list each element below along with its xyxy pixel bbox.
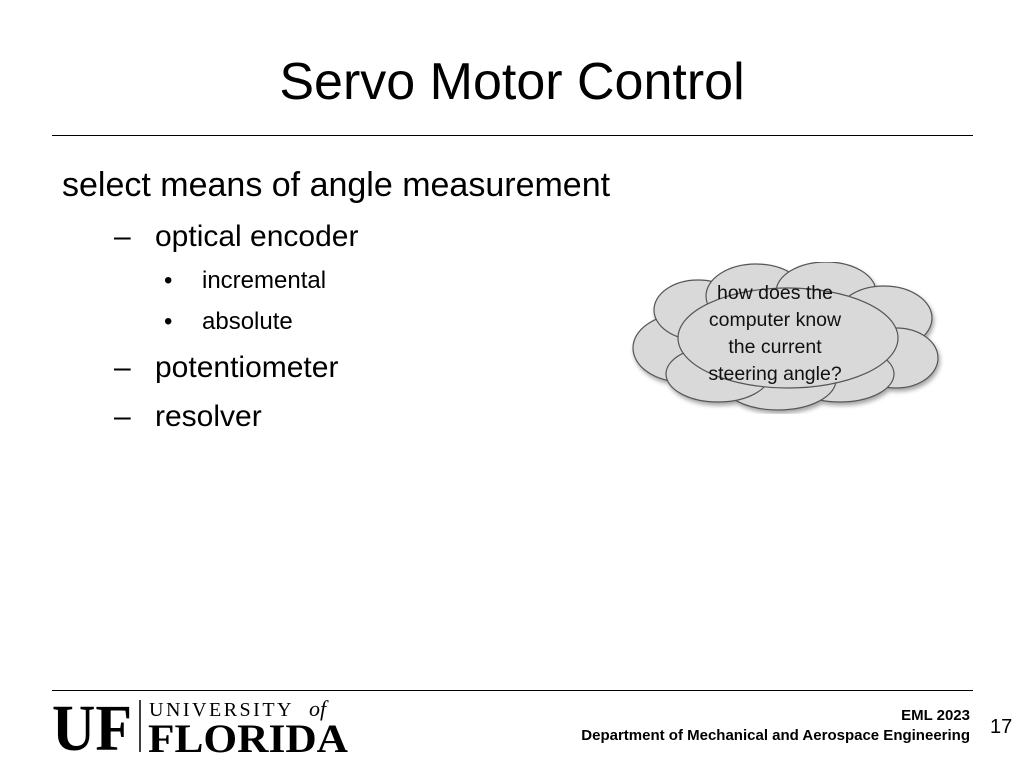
- dot-marker-1: •: [164, 267, 173, 294]
- sub-bullet-potentiometer: potentiometer: [155, 351, 339, 384]
- logo-of: of: [309, 696, 327, 721]
- title-divider: [52, 135, 973, 136]
- callout-line: computer know: [708, 309, 842, 331]
- sub-bullet-resolver: resolver: [155, 400, 262, 433]
- callout-line: the current: [728, 336, 822, 358]
- sub-bullet-optical-encoder: optical encoder: [155, 220, 359, 253]
- footer-divider: [52, 690, 973, 691]
- page-number: 17: [990, 716, 1013, 738]
- department-name: Department of Mechanical and Aerospace Engineering: [581, 727, 970, 744]
- sub-sub-bullet-absolute: absolute: [202, 308, 293, 335]
- university-of-florida-logo: [52, 694, 352, 756]
- sub-sub-bullet-incremental: incremental: [202, 267, 327, 294]
- slide-title: Servo Motor Control: [279, 53, 745, 111]
- dot-marker-2: •: [164, 308, 173, 335]
- callout-line: steering angle?: [708, 363, 842, 385]
- dash-marker-2: –: [114, 351, 131, 384]
- course-code: EML 2023: [901, 707, 970, 724]
- logo-university: UNIVERSITY: [149, 699, 294, 721]
- dash-marker-1: –: [114, 220, 131, 253]
- callout-text: [682, 280, 868, 388]
- callout-line: how does the: [716, 282, 833, 304]
- dash-marker-3: –: [114, 400, 131, 433]
- bullet-main: select means of angle measurement: [62, 166, 611, 204]
- logo-florida: FLORIDA: [148, 716, 349, 756]
- logo-uf: UF: [52, 694, 132, 756]
